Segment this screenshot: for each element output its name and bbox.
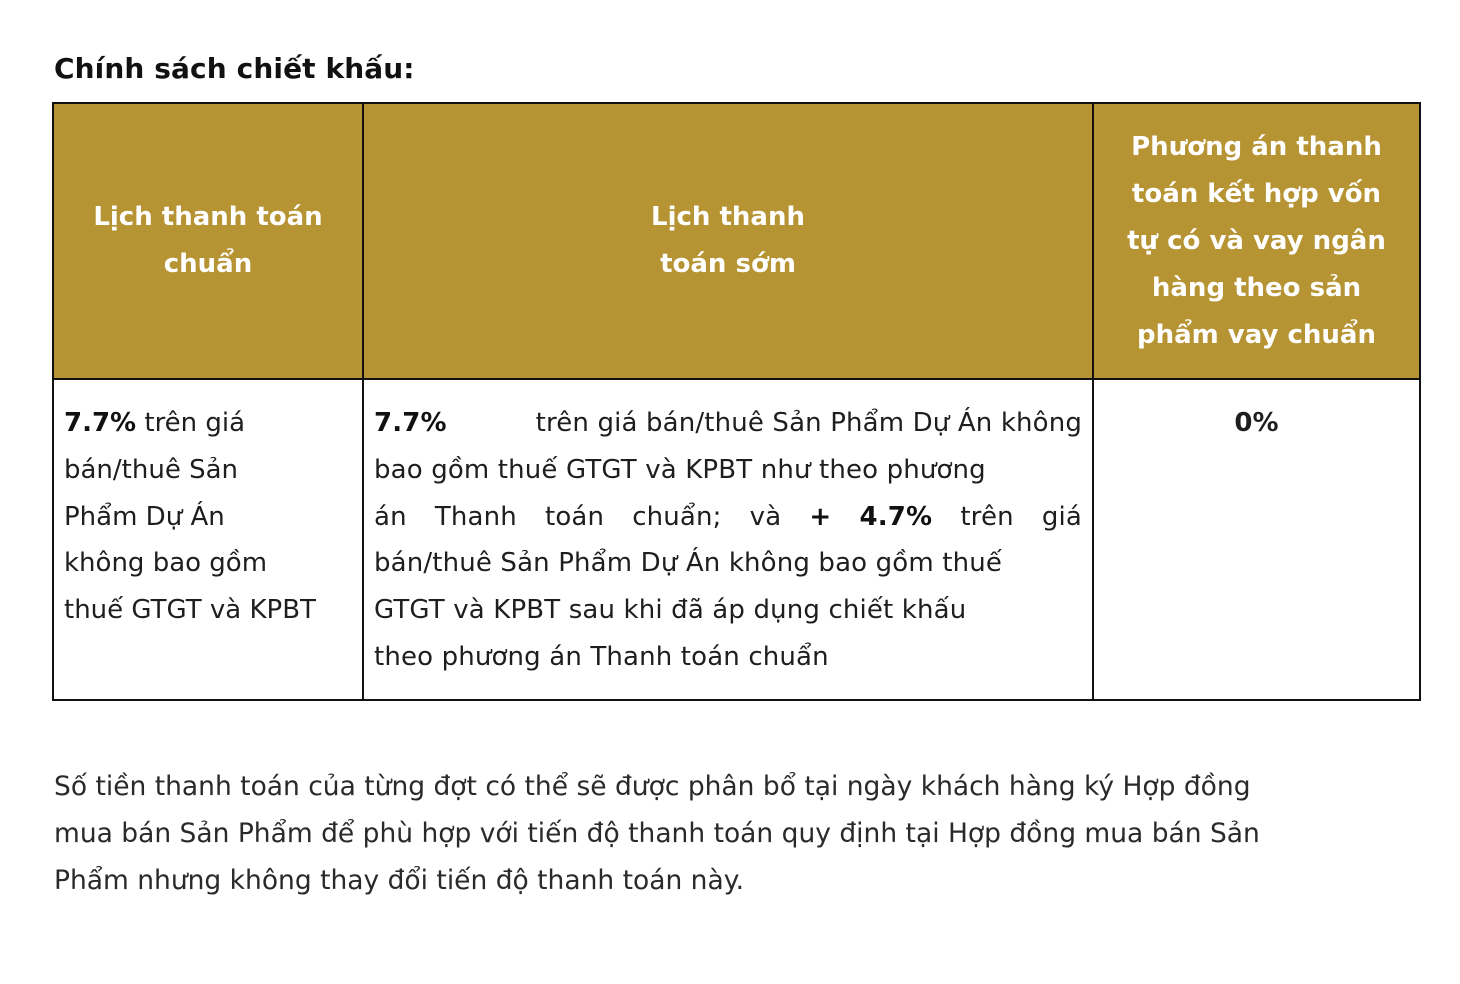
extra-discount-percent: 4.7% xyxy=(859,501,933,532)
table-header-row xyxy=(53,103,1420,379)
discount-table xyxy=(52,102,1421,701)
discount-percent: 7.7% xyxy=(374,408,447,438)
header-standard-schedule: Lịch thanh toán chuẩn xyxy=(53,103,363,379)
table-row xyxy=(53,379,1420,700)
plus-sign: + xyxy=(809,501,832,532)
cell-combined-loan-option: 0% xyxy=(1093,379,1420,700)
discount-percent: 7.7% xyxy=(64,408,137,438)
cell-standard-schedule: 7.7% trên giá bán/thuê Sản Phẩm Dự Án không bao gồm thuế GTGT và KPBT xyxy=(53,379,363,700)
header-early-schedule: Lịch thanh toán sớm xyxy=(363,103,1093,379)
header-combined-loan-option: Phương án thanh toán kết hợp vốn tự có và vay ngân hàng theo sản phẩm vay chuẩn xyxy=(1093,103,1420,379)
payment-note-paragraph: Số tiền thanh toán của từng đợt có thể sẽ được phân bổ tại ngày khách hàng ký Hợp đồng mua bán Sản Phẩm để phù hợp với tiến độ thanh toán quy định tại Hợp đồng mua bán Sản Phẩm nhưng không thay đổi tiến độ thanh toán này. xyxy=(54,771,1260,896)
section-heading: Chính sách chiết khấu: xyxy=(54,52,415,85)
cell-early-schedule: 7.7% trên giá bán/thuê Sản Phẩm Dự Án không bao gồm thuế GTGT và KPBT như theo phương án Thanh toán chuẩn; và + 4.7% trên giá bán/thuê Sản Phẩm Dự Án không bao gồm thuế GTGT và KPBT sau khi đã áp dụng chiết khấu theo phương án Thanh toán chuẩn xyxy=(363,379,1093,700)
